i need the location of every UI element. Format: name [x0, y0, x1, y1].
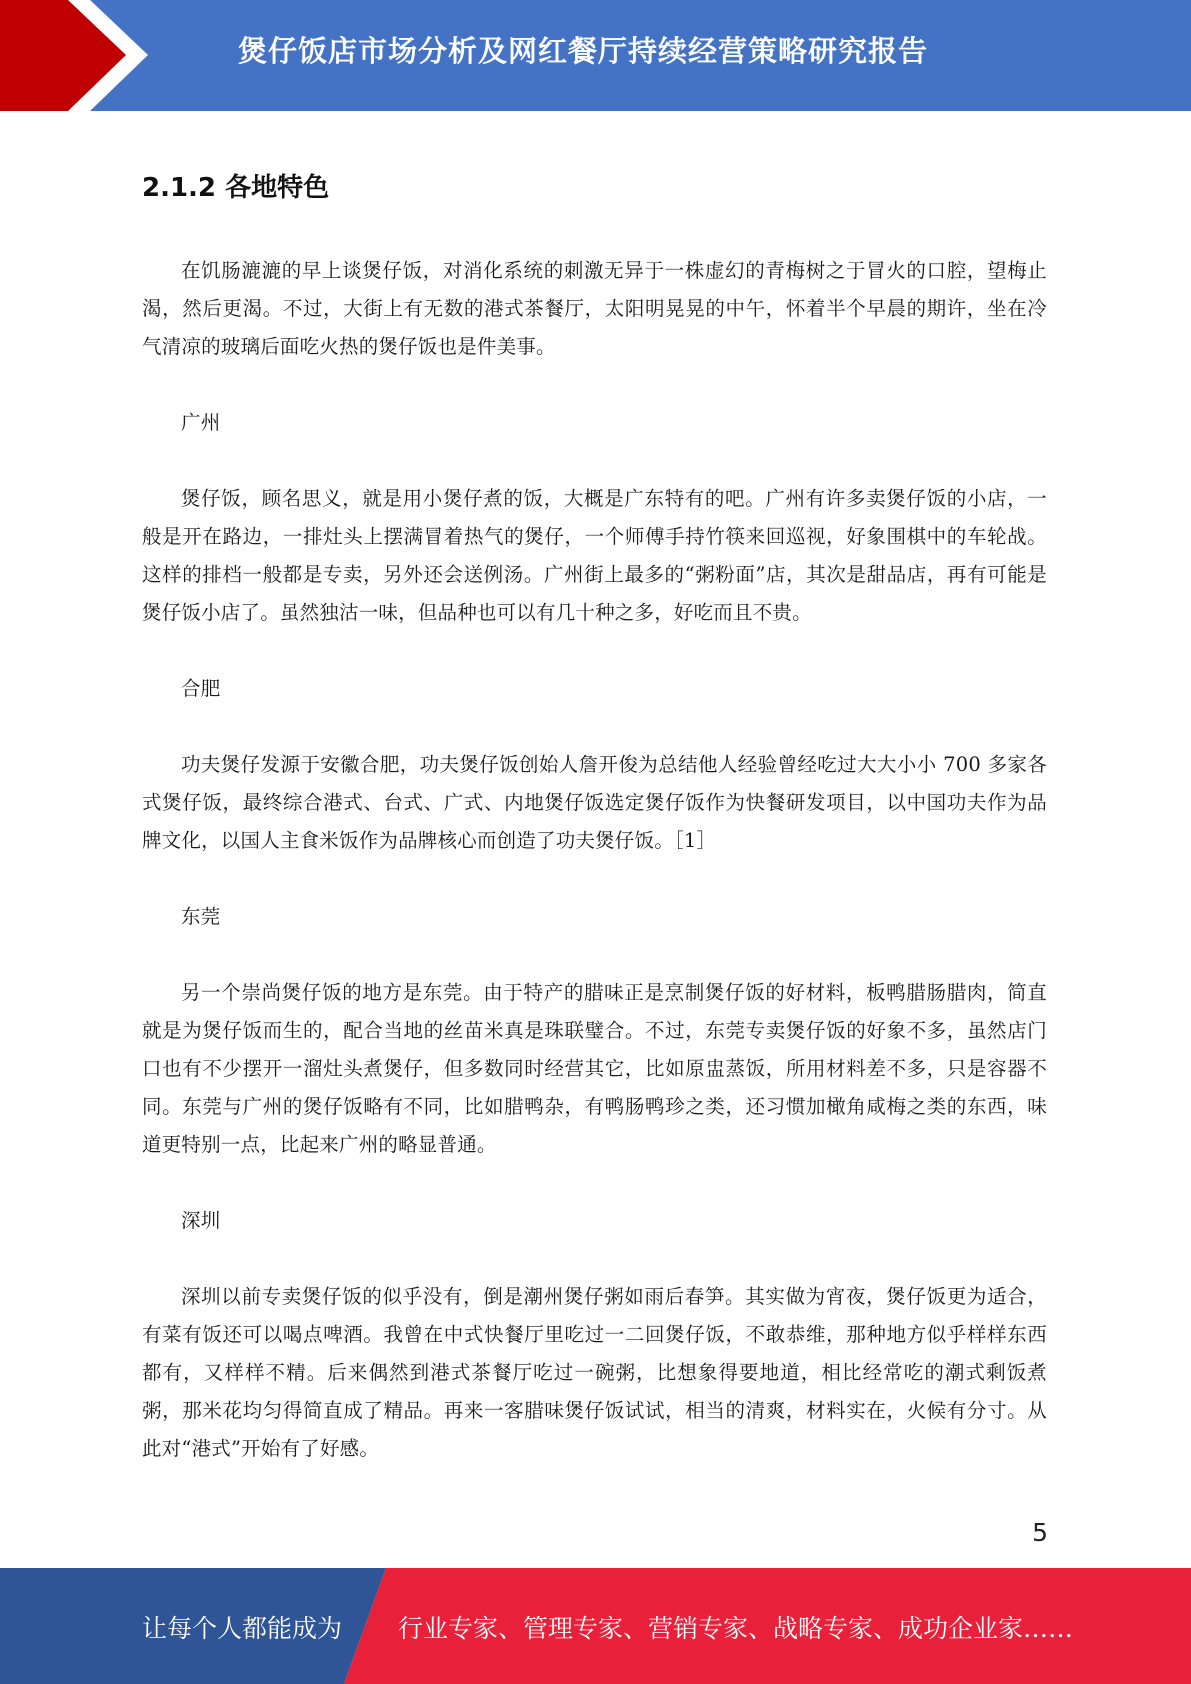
region-label-shenzhen: 深圳 [181, 1209, 221, 1232]
paragraph-hefei: 功夫煲仔发源于安徽合肥，功夫煲仔饭创始人詹开俊为总结他人经验曾经吃过大大小小 700 多家各式煲仔饭，最终综合港式、台式、广式、内地煲仔饭选定煲仔饭作为快餐研发项目，以中国功夫作为品牌文化，以国人主食米饭作为品牌核心而创造了功夫煲仔饭。［1］ [142, 753, 1047, 852]
footer-slogan-right: 行业专家、管理专家、营销专家、战略专家、成功企业家…… [398, 1614, 1074, 1643]
region-label-dongguan: 东莞 [181, 905, 221, 928]
header-arrow-decoration [0, 0, 200, 111]
header-banner [0, 0, 1191, 111]
footer-slogan-left: 让每个人都能成为 [142, 1614, 343, 1643]
paragraph-dongguan: 另一个崇尚煲仔饭的地方是东莞。由于特产的腊味正是烹制煲仔饭的好材料，板鸭腊肠腊肉，简直就是为煲仔饭而生的，配合当地的丝苗米真是珠联璧合。不过，东莞专卖煲仔饭的好象不多，虽然店门口也有不少摆开一溜灶头煮煲仔，但多数同时经营其它，比如原盅蒸饭，所用材料差不多，只是容器不同。东莞与广州的煲仔饭略有不同，比如腊鸭杂，有鸭肠鸭珍之类，还习惯加橄角咸梅之类的东西，味道更特别一点，比起来广州的略显普通。 [142, 981, 1047, 1156]
section-heading: 2.1.2 各地特色 [142, 173, 330, 203]
intro-paragraph: 在饥肠漉漉的早上谈煲仔饭，对消化系统的刺激无异于一株虚幻的青梅树之于冒火的口腔，望梅止渴，然后更渴。不过，大街上有无数的港式茶餐厅，太阳明晃晃的中午，怀着半个早晨的期许，坐在冷气清凉的玻璃后面吃火热的煲仔饭也是件美事。 [142, 259, 1047, 358]
region-label-hefei: 合肥 [181, 677, 221, 700]
region-label-guangzhou: 广州 [181, 411, 221, 434]
main-content [142, 164, 1047, 1506]
page-number: 5 [1032, 1518, 1048, 1547]
footer-banner [0, 1568, 1191, 1684]
paragraph-guangzhou: 煲仔饭，顾名思义，就是用小煲仔煮的饭，大概是广东特有的吧。广州有许多卖煲仔饭的小店，一般是开在路边，一排灶头上摆满冒着热气的煲仔，一个师傅手持竹筷来回巡视，好象围棋中的车轮战。这样的排档一般都是专卖，另外还会送例汤。广州街上最多的“粥粉面”店，其次是甜品店，再有可能是煲仔饭小店了。虽然独沽一味，但品种也可以有几十种之多，好吃而且不贵。 [142, 487, 1047, 624]
report-title: 煲仔饭店市场分析及网红餐厅持续经营策略研究报告 [238, 34, 929, 68]
paragraph-shenzhen: 深圳以前专卖煲仔饭的似乎没有，倒是潮州煲仔粥如雨后春笋。其实做为宵夜，煲仔饭更为适合，有菜有饭还可以喝点啤酒。我曾在中式快餐厅里吃过一二回煲仔饭，不敢恭维，那种地方似乎样样东西都有，又样样不精。后来偶然到港式茶餐厅吃过一碗粥，比想象得要地道，相比经常吃的潮式剩饭煮粥，那米花均匀得简直成了精品。再来一客腊味煲仔饭试试，相当的清爽，材料实在，火候有分寸。从此对“港式”开始有了好感。 [142, 1285, 1047, 1460]
